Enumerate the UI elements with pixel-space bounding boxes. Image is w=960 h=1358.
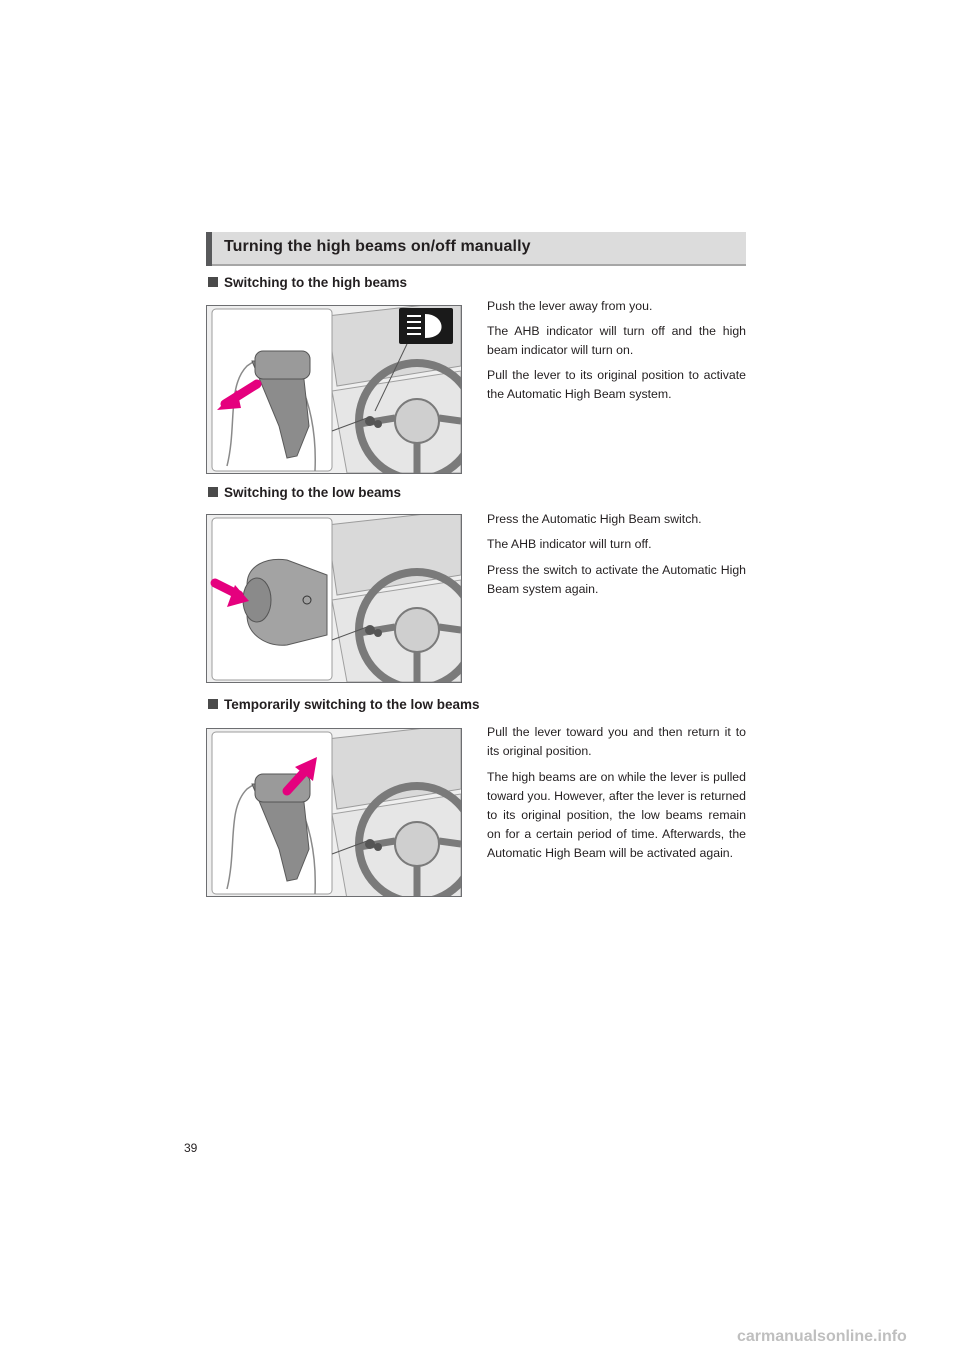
- subheading-high-beams: Switching to the high beams: [208, 275, 407, 290]
- paragraph: Pull the lever to its original position to activate the Automatic High Beam system.: [487, 368, 746, 401]
- paragraph: Pull the lever toward you and then return it to its original position.: [487, 725, 746, 758]
- page-number: 39: [184, 1141, 198, 1155]
- paragraph: The AHB indicator will turn off and the high beam indicator will turn on.: [487, 324, 746, 357]
- paragraph: Push the lever away from you.: [487, 299, 653, 313]
- subheading-low-beams: Switching to the low beams: [208, 485, 401, 500]
- square-bullet-icon: [208, 699, 218, 709]
- section-header: [206, 232, 746, 266]
- paragraph: The high beams are on while the lever is pulled toward you. However, after the lever is returned to its original position, the low beams remain on for a certain period of time. Afterwards, the Automatic High Beam will be activated again.: [487, 770, 746, 860]
- illustration-pull-lever: [206, 728, 462, 897]
- watermark: carmanualsonline.info: [737, 1328, 907, 1345]
- illustration-push-lever: [206, 305, 462, 474]
- paragraph: Press the switch to activate the Automatic High Beam system again.: [487, 563, 746, 596]
- section-title: Turning the high beams on/off manually: [224, 238, 531, 255]
- square-bullet-icon: [208, 277, 218, 287]
- subheading-temporarily-low-beams: Temporarily switching to the low beams: [208, 697, 480, 712]
- paragraph: The AHB indicator will turn off.: [487, 537, 652, 551]
- illustration-press-switch: [206, 514, 462, 683]
- square-bullet-icon: [208, 487, 218, 497]
- paragraph: Press the Automatic High Beam switch.: [487, 512, 702, 526]
- header-accent: [206, 232, 212, 266]
